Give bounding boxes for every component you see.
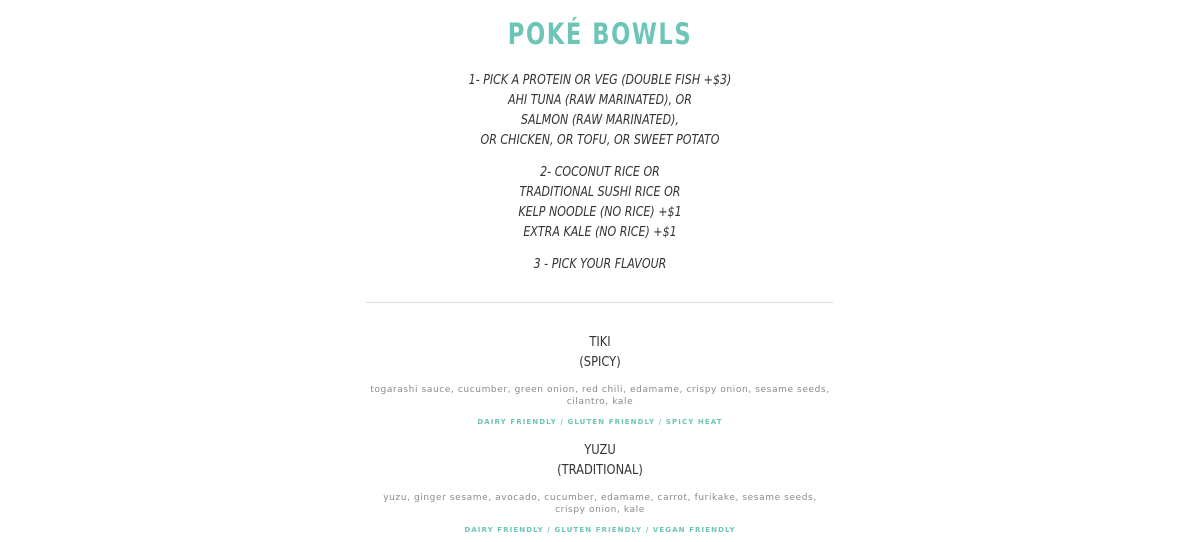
section-divider — [366, 302, 833, 303]
step-protein-option: SALMON (RAW MARINATED), — [521, 112, 679, 128]
menu-item-description: yuzu, ginger sesame, avocado, cucumber, edamame, carrot, furikake, sesame seeds, crispy onion, kale — [383, 493, 817, 515]
menu-item-tags: DAIRY FRIENDLY / GLUTEN FRIENDLY / VEGAN FRIENDLY — [464, 526, 736, 534]
step-protein-option: AHI TUNA (RAW MARINATED), OR — [508, 92, 692, 108]
step-protein — [108, 70, 1092, 150]
step-base-option: EXTRA KALE (NO RICE) +$1 — [523, 224, 677, 240]
step-base-option: KELP NOODLE (NO RICE) +$1 — [518, 204, 682, 220]
menu-item-subtitle: (TRADITIONAL) — [557, 462, 643, 478]
step-base — [108, 162, 1092, 242]
menu-item-name: TIKI — [589, 334, 611, 350]
step-protein-heading: 1- PICK A PROTEIN OR VEG (DOUBLE FISH +$3) — [468, 72, 732, 88]
menu-item-tags: DAIRY FRIENDLY / GLUTEN FRIENDLY / SPICY HEAT — [477, 418, 723, 426]
step-protein-option: OR CHICKEN, OR TOFU, OR SWEET POTATO — [480, 132, 720, 148]
menu-item-name: YUZU — [584, 442, 616, 458]
menu-item-yuzu-title — [90, 440, 1110, 480]
menu-item-description: togarashi sauce, cucumber, green onion, red chili, edamame, crispy onion, sesame seeds, cilantro, kale — [370, 385, 830, 407]
step-base-heading: 2- COCONUT RICE OR — [540, 164, 660, 180]
menu-title: POKÉ BOWLS — [507, 17, 693, 51]
step-flavour — [108, 254, 1092, 274]
step-base-option: TRADITIONAL SUSHI RICE OR — [519, 184, 681, 200]
step-flavour-heading: 3 - PICK YOUR FLAVOUR — [533, 256, 667, 272]
menu-item-tiki-title — [90, 332, 1110, 372]
menu-item-subtitle: (SPICY) — [579, 354, 621, 370]
